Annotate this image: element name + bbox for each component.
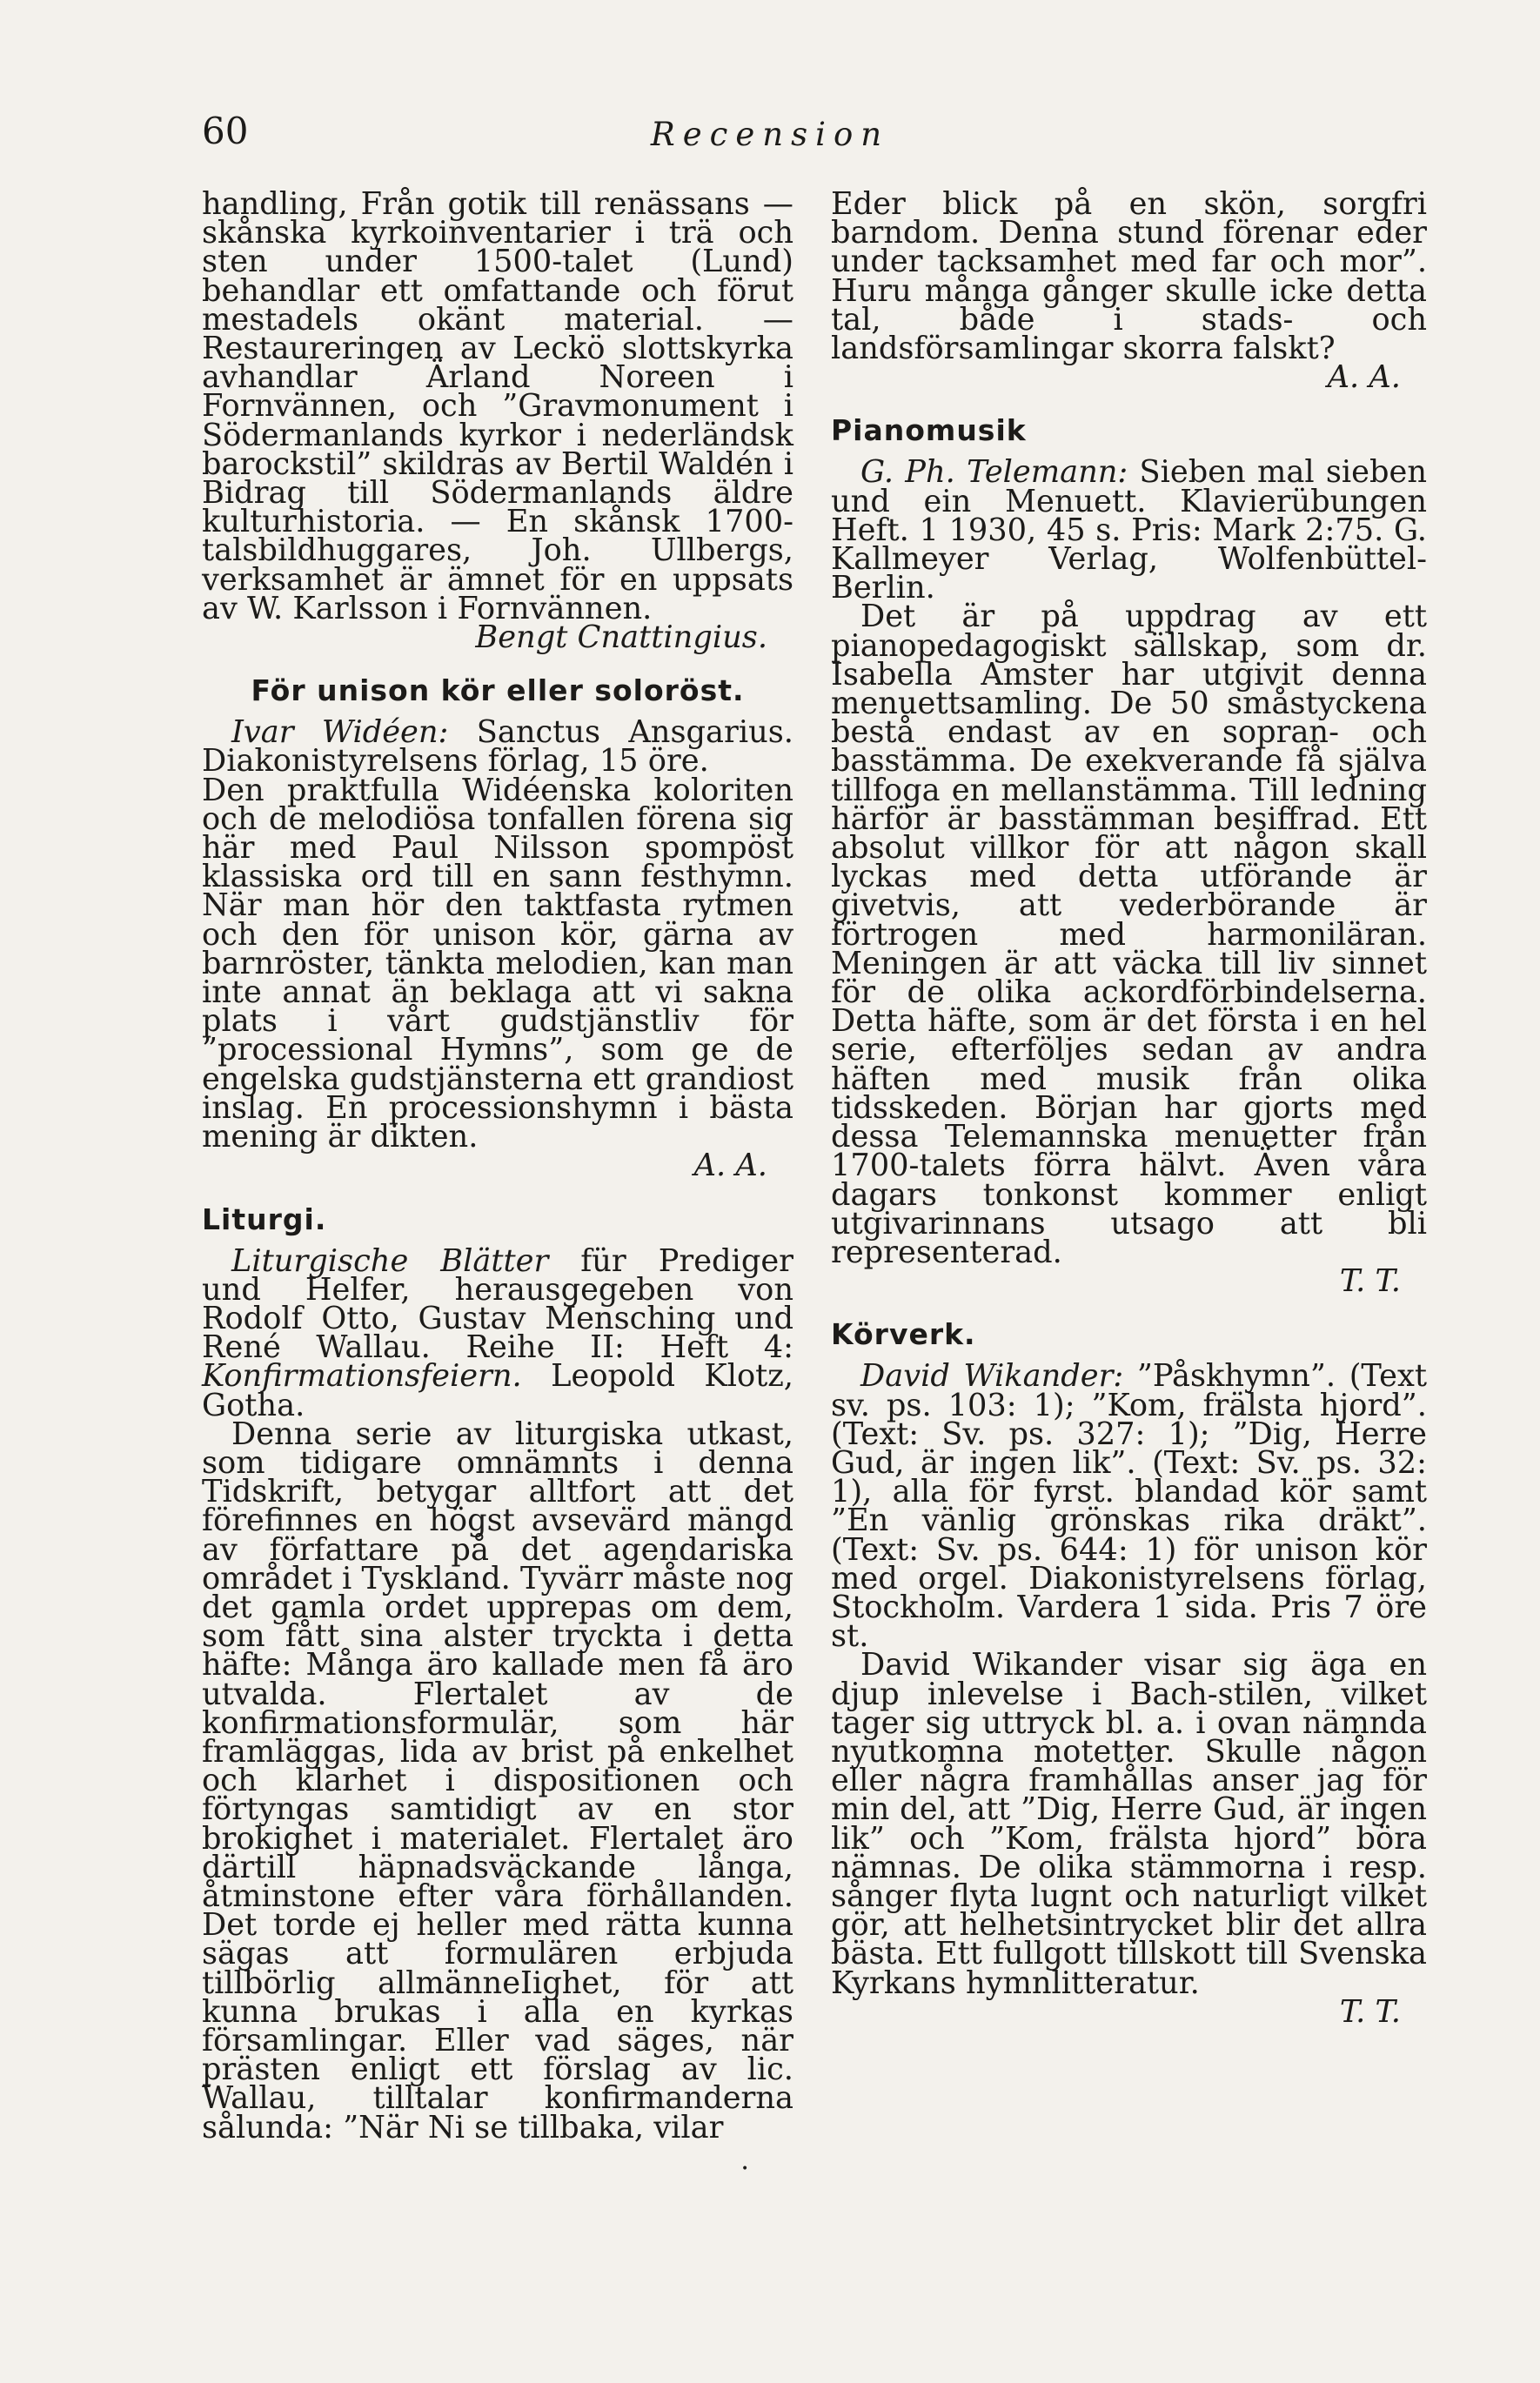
citation-piano [831, 454, 1427, 606]
citation-middle: für Prediger und Helfer, herausgegeben von Rodolf Otto, Gustav Mensching und René Wallau. Reihe II: Heft 4: [202, 1242, 793, 1366]
citation-end: Leopold Klotz, Gotha. [202, 1358, 793, 1423]
citation-liturgi [202, 1242, 793, 1423]
citation-author: Ivar Widéen: [231, 714, 449, 751]
citation-korverk [831, 1358, 1427, 1655]
signature-korverk: T. T. [1339, 1993, 1401, 2030]
citation-unison [202, 714, 793, 780]
print-mark: • [741, 2162, 749, 2176]
section-heading-liturgi: Liturgi. [202, 1202, 327, 1236]
body-unison: Den praktfulla Widéenska koloriten och de melodiösa tonfallen förena sig här med Paul Nilsson spompöst klassiska ord till en sann festhymn. När man hör den taktfasta rytmen och den för unison kör, gärna av barnröster, tänkta melodien, kan man inte annat än beklaga att vi sakna plats i vårt gudstjänstliv för ”processional Hymns”, som ge de engelska gudstjänsterna ett grandiost inslag. En processionshymn i bästa mening är dikten. [202, 772, 793, 1155]
continuation-paragraph: Eder blick på en skön, sorgfri barndom. Denna stund förenar eder under tacksamhet med far och mor”. Huru många gånger skulle icke detta tal, både i stads- och landsförsamlingar skorra falskt? [831, 186, 1427, 367]
body-piano: Det är på uppdrag av ett pianopedagogiskt sällskap, som dr. Isabella Amster har utgivit denna menuettsamling. De 50 småstyckena bestå endast av en sopran- och basstämma. De exekverande få själva tillfoga en mellanstämma. Till ledning härför är basstämman besiffrad. Ett absolut villkor för att någon skall lyckas med detta utförande är givetvis, att vederbörande är förtrogen med harmoniläran. Meningen är att väcka till liv sinnet för de olika ackordförbindelserna. Detta häfte, som är det första i en hel serie, efterföljes sedan av andra häften med musik från olika tidsskeden. Början har gjorts med dessa Telemannska menuetter från 1700-talets förra hälvt. Även våra dagars tonkonst kommer enligt utgivarinnans utsago att bli representerad. [831, 599, 1427, 1270]
citation-details: Sieben mal sieben und ein Menuett. Klavierübungen Heft. 1 1930, 45 s. Pris: Mark 2:75. G. Kallmeyer Verlag, Wolfenbüttel-Berlin. [831, 454, 1427, 606]
section-heading-piano: Pianomusik [831, 413, 1027, 448]
citation-details: Sanctus Ansgarius. Diakonistyrelsens förlag, 15 öre. [202, 714, 793, 780]
section-heading-korverk: Körverk. [831, 1317, 976, 1352]
body-korverk: David Wikander visar sig äga en djup inlevelse i Bach-stilen, vilket tager sig uttryck bl. a. i ovan nämnda nyutkomna motetter. Skulle någon eller några framhållas anser jag för min del, att ”Dig, Herre Gud, är ingen lik” och ”Kom, frälsta hjord” böra nämnas. De olika stämmorna i resp. sånger flyta lugnt och naturligt vilket gör, att helhetsintrycket blir det allra bästa. Ett fullgott tillskott till Svenska Kyrkans hymnlitteratur. [831, 1647, 1427, 2001]
section-heading-unison: För unison kör eller soloröst. [251, 673, 745, 708]
left-column [202, 186, 793, 2145]
intro-paragraph: handling, Från gotik till renässans — skånska kyrkoinventarier i trä och sten under 1500-talet (Lund) behandlar ett omfattande och förut mestadels okänt material. — Restaureringen av Leckö slottskyrka avhandlar Ärland Noreen i Fornvännen, och ”Gravmonument i Södermanlands kyrkor i nederländsk barockstil” skildras av Bertil Waldén i Bidrag till Södermanlands äldre kulturhistoria. — En skånsk 1700-talsbildhuggares, Joh. Ullbergs, verksamhet är ämnet för en uppsats av W. Karlsson i Fornvännen. [202, 186, 793, 626]
citation-title: Liturgische Blätter [231, 1242, 549, 1279]
right-column [831, 186, 1427, 2030]
citation-author: David Wikander: [860, 1358, 1124, 1395]
citation-title-2: Konfirmationsfeiern. [202, 1358, 522, 1395]
body-liturgi: Denna serie av liturgiska utkast, som tidigare omnämnts i denna Tidskrift, betygar alltfort att det förefinnes en högst avsevärd mängd av författare på det agendariska området i Tyskland. Tyvärr måste nog det gamla ordet upprepas om dem, som fått sina alster tryckta i detta häfte: Många äro kallade men få äro utvalda. Flertalet av de konfirmationsformulär, som här framläggas, lida av brist på enkelhet och klarhet i dispositionen och förtyngas samtidigt av en stor brokighet i materialet. Flertalet äro därtill häpnadsväckande långa, åtminstone efter våra förhållanden. Det torde ej heller med rätta kunna sägas att formulären erbjuda tillbörlig allmänneIighet, för att kunna brukas i alla en kyrkas församlingar. Eller vad säges, när prästen enligt ett förslag av lic. Wallau, tilltalar konfirmanderna sålunda: ”När Ni se tillbaka, vilar [202, 1416, 793, 2145]
signature-unison: A. A. [693, 1148, 767, 1184]
continuation-signature: A. A. [1327, 359, 1401, 396]
citation-author: G. Ph. Telemann: [860, 454, 1128, 491]
running-head: Recension [650, 116, 890, 153]
page-number: 60 [202, 110, 249, 152]
citation-details: ”Påskhymn”. (Text sv. ps. 103: 1); ”Kom, frälsta hjord”. (Text: Sv. ps. 327: 1); ”Dig, Herre Gud, är ingen lik”. (Text: Sv. ps. 32: 1), alla för fyrst. blandad kör samt ”En vänlig grönskas rika dräkt”. (Text: Sv. ps. 644: 1) för unison kör med orgel. Diakonistyrelsens förlag, Stockholm. Vardera 1 sida. Pris 7 öre st. [831, 1358, 1427, 1655]
signature-piano: T. T. [1339, 1263, 1401, 1300]
intro-signature: Bengt Cnattingius. [475, 619, 767, 656]
